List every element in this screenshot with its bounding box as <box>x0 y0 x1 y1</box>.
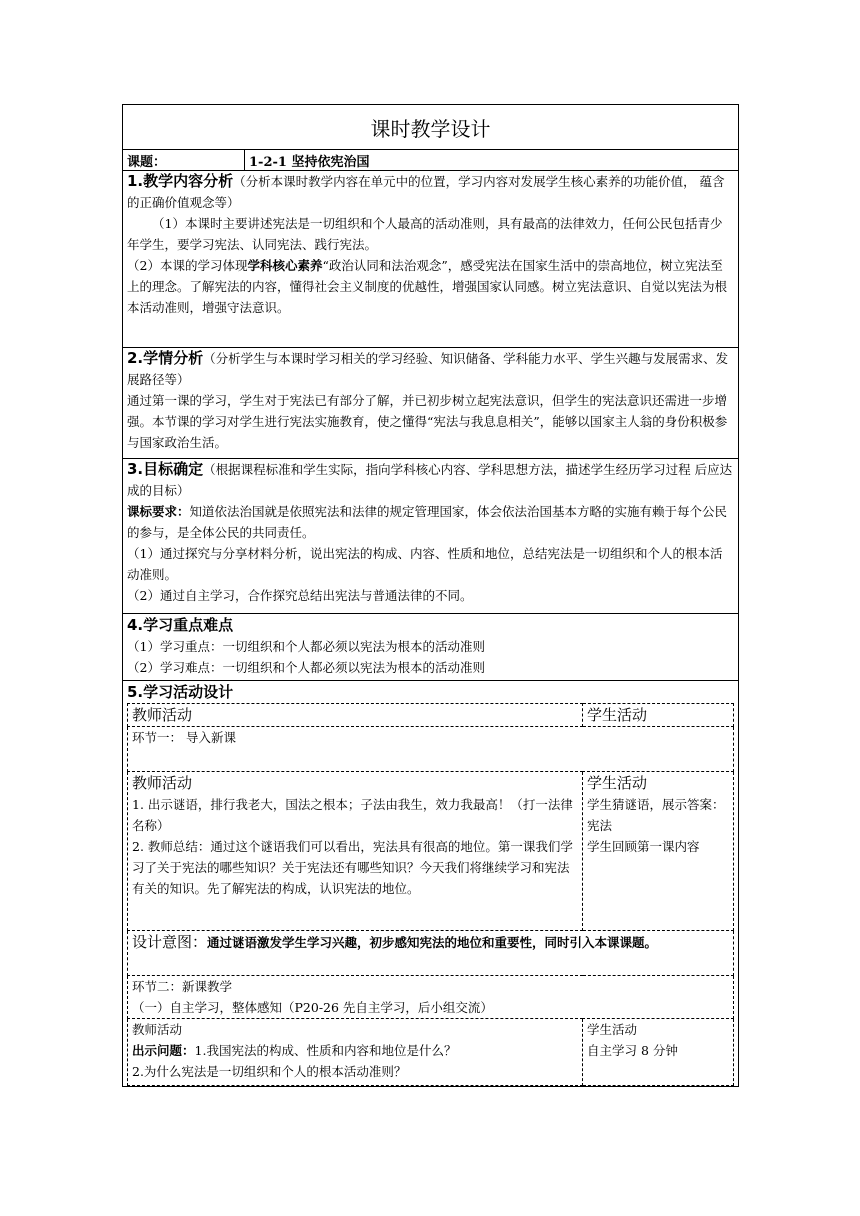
section-3-heading: 3.目标确定 <box>127 460 204 478</box>
section-2-heading: 2.学情分析 <box>127 349 204 367</box>
section-5-heading: 5.学习活动设计 <box>127 683 234 701</box>
student-activity-cell-2 <box>583 1019 734 1086</box>
section-1-note: （分析本课时教学内容在单元中的位置，学习内容对发展学生核心素养的功能价值， 蕴含的正确价值观念等） <box>127 174 725 210</box>
question-1: 1.我国宪法的构成、性质和内容和地位是什么？ <box>194 1043 457 1058</box>
design-intent-label: 设计意图： <box>132 933 208 951</box>
teacher-step-1: 1. 出示谜语，排行我老大，国法之根本；子法由我生，效力我最高！（打一法律名称） <box>132 797 573 833</box>
section-activity-design <box>123 681 739 1087</box>
link-1-intro: 环节一： 导入新课 <box>128 727 734 772</box>
student-activity-cell-1 <box>583 772 734 931</box>
link-2-title: 环节二：新课教学 <box>132 979 233 994</box>
student-activity-header: 学生活动 <box>583 704 734 727</box>
goal-2: （2）通过自主学习，合作探究总结出宪法与普通法律的不同。 <box>127 588 473 603</box>
self-study-time: 自主学习 8 分钟 <box>587 1043 678 1058</box>
question-2: 2.为什么宪法是一切组织和个人的根本活动准则？ <box>132 1064 407 1079</box>
section-1-para-1: （1）本课时主要讲述宪法是一切组织和个人最高的活动准则，具有最高的法律效力，任何公民包括青少年学生，要学习宪法、认同宪法、践行宪法。 <box>127 216 723 252</box>
section-content-analysis <box>123 171 739 348</box>
teacher-activity-label-2: 教师活动 <box>132 1022 183 1037</box>
section-2-para: 通过第一课的学习，学生对于宪法已有部分了解，并已初步树立起宪法意识，但学生的宪法意识还需进一步增强。本节课的学习对学生进行宪法实施教育，使之懂得“宪法与我息息相关”，能够以国家主人翁的身份积极参与国家政治生活。 <box>127 393 728 450</box>
topic-value: 1-2-1 坚持依宪治国 <box>245 150 739 171</box>
teacher-activity-header: 教师活动 <box>128 704 583 727</box>
questions <box>132 1040 578 1061</box>
design-intent-text: 通过谜语激发学生学习兴趣，初步感知宪法的地位和重要性，同时引入本课课题。 <box>207 935 658 950</box>
section-2-note: （分析学生与本课时学习相关的学习经验、知识储备、学科能力水平、学生兴趣与发展需求、发展路径等） <box>127 351 729 387</box>
goal-1: （1）通过探究与分享材料分析，说出宪法的构成、内容、性质和地位，总结宪法是一切组织和个人的根本活动准则。 <box>127 546 723 582</box>
curriculum-requirement-label: 课标要求： <box>127 504 190 519</box>
section-1-para-2-lead: （2）本课的学习体现 <box>127 258 248 273</box>
core-literacy-emphasis: 学科核心素养 <box>247 258 323 273</box>
section-4-heading: 4.学习重点难点 <box>127 616 234 634</box>
student-activity-label-2: 学生活动 <box>587 1022 638 1037</box>
lesson-design-document <box>122 104 738 1087</box>
curriculum-requirement <box>127 501 734 543</box>
section-3-note: （根据课程标准和学生实际，指向学科核心内容、学科思想方法，描述学生经历学习过程 后应达成的目标） <box>127 462 733 498</box>
teacher-step-2: 2. 教师总结：通过这个谜语我们可以看出，宪法具有很高的地位。第一课我们学习了关于宪法的哪些知识？关于宪法还有哪些知识？今天我们将继续学习和宪法有关的知识。先了解宪法的构成，认识宪法的地位。 <box>132 839 573 896</box>
topic-label: 课题： <box>123 150 245 171</box>
student-activity-label: 学生活动 <box>587 774 648 792</box>
curriculum-requirement-text: 知道依法治国就是依照宪法和法律的规定管理国家，体会依法治国基本方略的实施有赖于每个公民的参与，是全体公民的共同责任。 <box>127 504 728 540</box>
lesson-table <box>122 104 739 1087</box>
student-step-1: 学生猜谜语，展示答案：宪法 <box>587 797 725 833</box>
activity-table <box>127 703 734 1086</box>
teacher-activity-cell-2 <box>128 1019 583 1086</box>
section-student-analysis <box>123 348 739 459</box>
section-key-points <box>123 614 739 681</box>
section-1-para-2-rest: “政治认同和法治观念”，感受宪法在国家生活中的崇高地位，树立宪法至上的理念。了解宪法的内容，懂得社会主义制度的优越性，增强国家认同感。树立宪法意识、自觉以宪法为根本活动准则，增强守法意识。 <box>127 258 728 315</box>
section-goals <box>123 459 739 614</box>
section-1-heading: 1.教学内容分析 <box>127 172 234 190</box>
student-step-2: 学生回顾第一课内容 <box>587 839 700 854</box>
key-point: （1）学习重点：一切组织和个人都必须以宪法为根本的活动准则 <box>127 639 485 654</box>
difficult-point: （2）学习难点：一切组织和个人都必须以宪法为根本的活动准则 <box>127 660 485 675</box>
section-1-para-2 <box>127 255 734 318</box>
teacher-activity-label: 教师活动 <box>132 774 193 792</box>
design-intent <box>128 931 734 976</box>
link-2-teaching <box>128 976 734 1019</box>
link-2-subtitle: （一）自主学习，整体感知（P20-26 先自主学习，后小组交流） <box>132 1000 493 1015</box>
document-title: 课时教学设计 <box>123 105 739 150</box>
questions-label: 出示问题： <box>132 1043 195 1058</box>
teacher-activity-cell-1 <box>128 772 583 931</box>
